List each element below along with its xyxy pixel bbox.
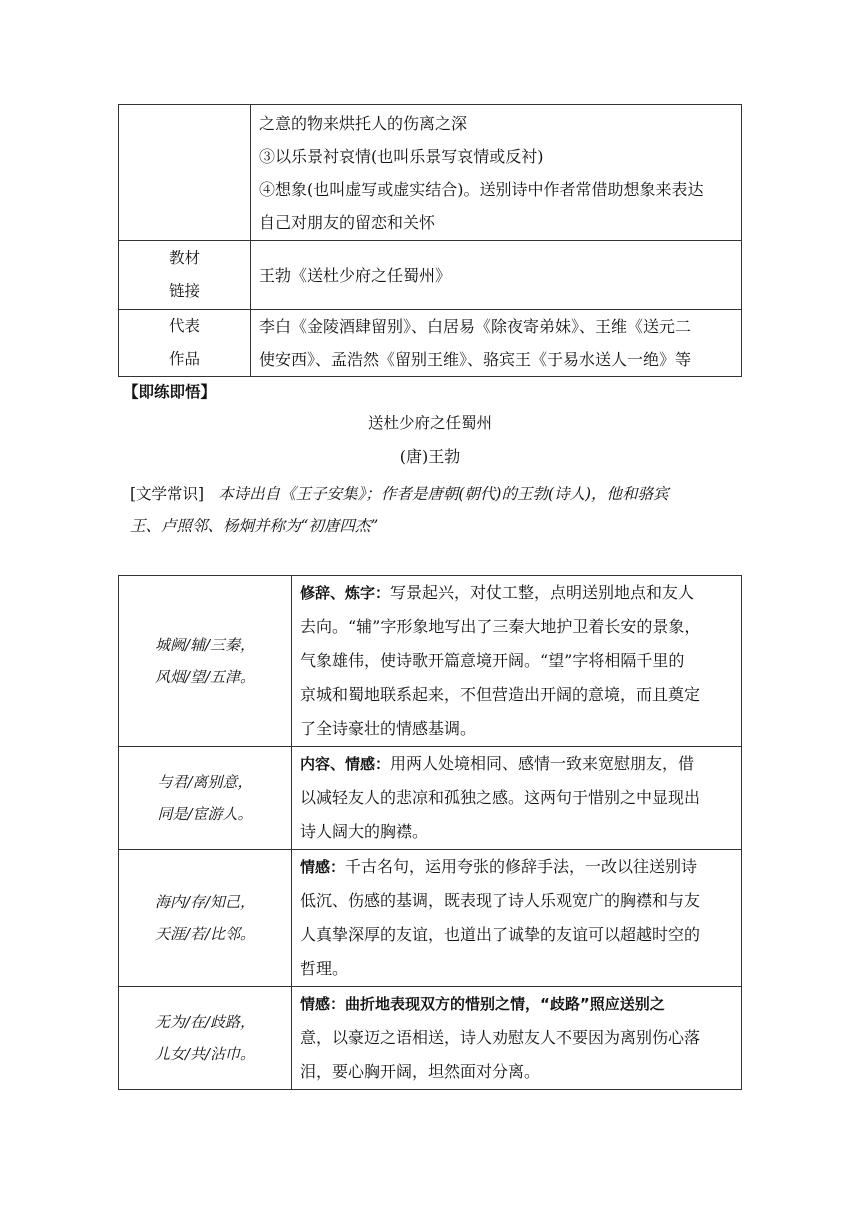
poem-title: 送杜少府之任蜀州 <box>367 414 492 432</box>
table-row <box>119 850 742 987</box>
representative-works-text <box>251 310 742 377</box>
verse-line: 城阙/辅/三秦， <box>154 636 256 654</box>
text-line: 王勃《送杜少府之任蜀州》 <box>259 265 452 285</box>
verse-line: 与君/离别意， <box>157 773 253 791</box>
technique-text <box>251 105 742 241</box>
text-line: 李白《金陵酒肆留别》、白居易《除夜寄弟妹》、王维《送元二 <box>259 317 692 336</box>
analysis-table <box>118 575 742 1090</box>
analysis-tag: 情感： <box>300 858 346 876</box>
analysis-cell <box>292 576 742 747</box>
analysis-tag: 情感： <box>300 995 346 1013</box>
analysis-text: 曲折地表现双方的惜别之情，“歧路”照应送别之 <box>345 995 665 1013</box>
verse-cell <box>119 987 292 1090</box>
analysis-text: 写景起兴，对仗工整，点明送别地点和友人 <box>390 583 695 602</box>
analysis-tag: 内容、情感： <box>300 755 391 773</box>
literary-note <box>130 478 669 542</box>
analysis-tag: 修辞、炼字： <box>300 584 391 602</box>
verse-line: 儿女/共/沾巾。 <box>154 1045 256 1063</box>
verse-cell <box>119 850 292 987</box>
verse-cell <box>119 576 292 747</box>
analysis-line <box>300 987 733 1021</box>
analysis-line: 气象雄伟，使诗歌开篇意境开阔。“望”字将相隔千里的 <box>300 651 685 670</box>
textbook-link-text <box>251 241 742 310</box>
analysis-cell <box>292 747 742 850</box>
analysis-line: 人真挚深厚的友谊，也道出了诚挚的友谊可以超越时空的 <box>300 925 701 944</box>
verse-line: 无为/在/歧路， <box>154 1013 256 1031</box>
verse-line: 同是/宦游人。 <box>157 805 253 823</box>
literary-note-text: 王、卢照邻、杨炯并称为“初唐四杰” <box>130 517 379 535</box>
table-row <box>119 576 742 747</box>
analysis-cell <box>292 850 742 987</box>
analysis-line: 意，以豪迈之语相送，诗人劝慰友人不要因为离别伤心落 <box>300 1028 701 1047</box>
table-row <box>119 747 742 850</box>
analysis-line: 低沉、伤感的基调，既表现了诗人乐观宽广的胸襟和与友 <box>300 891 701 910</box>
text-line: 使安西》、孟浩然《留别王维》、骆宾王《于易水送人一绝》等 <box>259 350 692 369</box>
analysis-line: 以减轻友人的悲凉和孤独之感。这两句于惜别之中显现出 <box>300 788 701 807</box>
practice-heading: 【即练即悟】 <box>123 383 217 401</box>
label-line: 教材 <box>168 249 200 267</box>
analysis-text: 用两人处境相同、感情一致来宽慰朋友，借 <box>390 754 695 773</box>
text-line: 之意的物来烘托人的伤离之深 <box>259 113 468 133</box>
label-line: 链接 <box>168 282 200 300</box>
analysis-line <box>300 576 733 610</box>
analysis-line <box>300 850 733 884</box>
text-line: 自己对朋友的留恋和关怀 <box>259 212 436 232</box>
table-row <box>119 105 742 241</box>
verse-cell <box>119 747 292 850</box>
intro-table <box>118 104 742 377</box>
analysis-line: 哲理。 <box>300 959 349 978</box>
analysis-line: 泪，要心胸开阔，坦然面对分离。 <box>300 1062 541 1081</box>
table-row <box>119 987 742 1090</box>
verse-line: 海内/存/知己， <box>154 893 256 911</box>
analysis-text: 千古名句，运用夸张的修辞手法，一改以往送别诗 <box>345 857 698 876</box>
literary-note-label: [文学常识] <box>130 485 205 503</box>
row-label-empty <box>119 105 251 241</box>
analysis-cell <box>292 987 742 1090</box>
verse-line: 风烟/望/五津。 <box>154 668 256 686</box>
row-label-textbook-link <box>119 241 251 310</box>
row-label-representative-works <box>119 310 251 377</box>
analysis-line: 京城和蜀地联系起来，不但营造出开阔的意境，而且奠定 <box>300 685 701 704</box>
table-row <box>119 310 742 377</box>
analysis-line: 诗人阔大的胸襟。 <box>300 822 429 841</box>
analysis-line: 了全诗豪壮的情感基调。 <box>300 719 477 738</box>
literary-note-text: 本诗出自《王子安集》；作者是唐朝(朝代)的王勃(诗人)，他和骆宾 <box>218 485 669 503</box>
text-line: ③以乐景衬哀情(也叫乐景写哀情或反衬) <box>259 146 544 166</box>
table-row <box>119 241 742 310</box>
verse-line: 天涯/若/比邻。 <box>154 925 256 943</box>
analysis-line: 去向。“辅”字形象地写出了三秦大地护卫着长安的景象， <box>300 617 701 636</box>
label-line: 代表 <box>168 317 200 335</box>
text-line: ④想象(也叫虚写或虚实结合)。送别诗中作者常借助想象来表达 <box>259 179 704 199</box>
label-line: 作品 <box>168 350 200 368</box>
analysis-line <box>300 747 733 781</box>
poem-author: (唐)王勃 <box>399 447 461 466</box>
literary-note-line <box>130 478 669 510</box>
